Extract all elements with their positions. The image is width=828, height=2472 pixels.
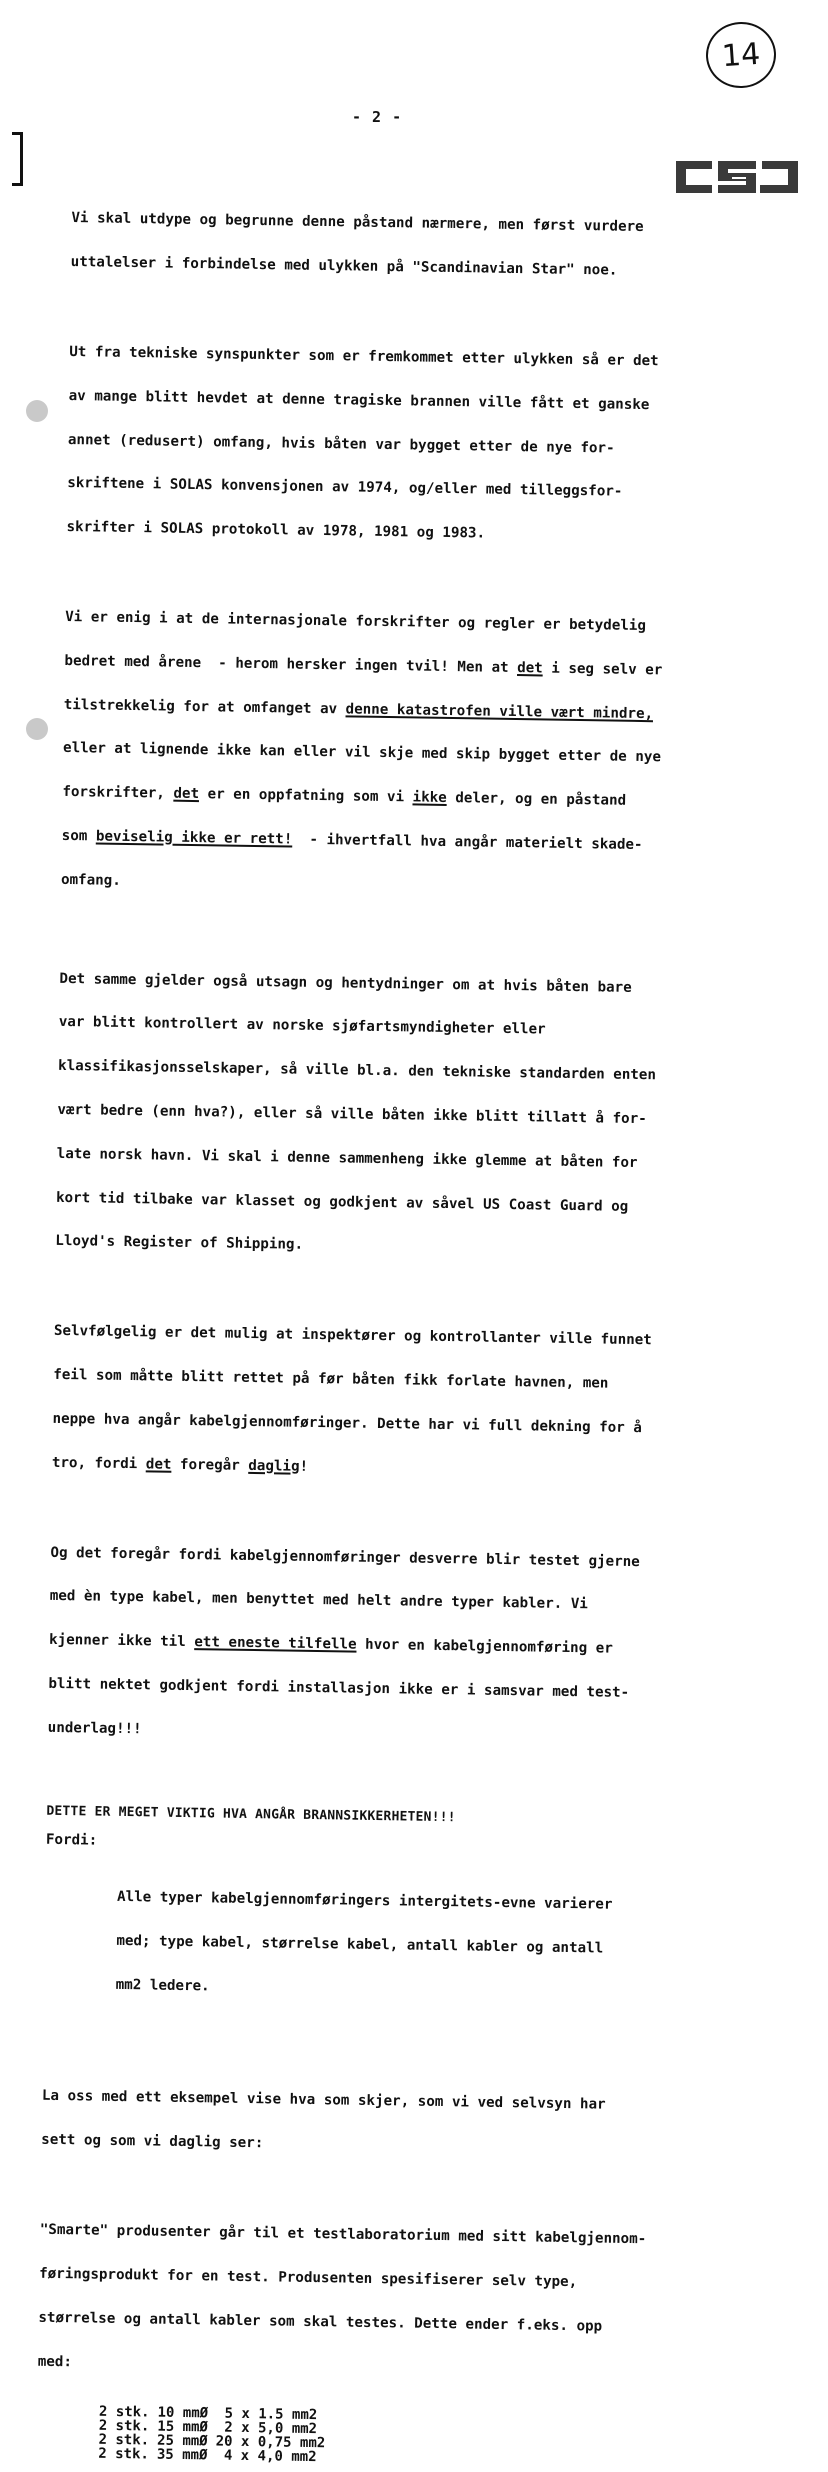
paragraph-cable-testing [47,1516,761,1775]
text-span: - ihvertfall hva angår materielt skade- [292,831,643,853]
fordi-explanation [115,1861,755,2032]
text-span: tilstrekkelig for at omfanget av [63,696,346,717]
spec-qty: 2 stk. [98,2432,150,2449]
spec-conductors: 4 x 4,0 mm2 [215,2447,317,2466]
text-line: late norsk havn. Vi skal i denne sammenheng ikke glemme at båten for [56,1145,638,1171]
text-line [64,654,774,680]
text-span: er en oppfatning som vi [198,786,413,806]
paragraph-example-intro [41,2060,753,2188]
spec-qty: 2 stk. [98,2404,150,2421]
text-line: Og det foregår fordi kabelgjennomføringer desverre blir testet gjerne [50,1544,640,1570]
text-line: underlag!!! [47,1719,142,1738]
text-line [62,829,772,855]
text-line: Vi er enig i at de internasjonale forskrifter og regler er betydelig [65,608,647,635]
section-heading: DETTE ER MEGET VIKTIG HVA ANGÅR BRANNSIKKERHETEN!!! [46,1803,456,1825]
text-line: mm2 ledere. [115,1976,210,1994]
spec-qty: 2 stk. [98,2418,150,2435]
paragraph-technical-views [66,316,780,575]
text-line: eller at lignende ikke kan eller vil skje med skip bygget etter de nye [62,740,662,766]
text-line: annet (redusert) omfang, hvis båten var bygget etter de nye for- [67,431,615,457]
paragraph-norwegian-authorities [55,942,770,1289]
text-line: blitt nektet godkjent fordi installasjon ikke er i samsvar med test- [48,1675,630,1701]
underlined-text: det [173,785,200,803]
text-span: som [61,827,97,845]
spec-diameter: 15 mmØ [157,2418,209,2436]
text-line: feil som måtte blitt rettet på før båten fikk forlate havnen, men [53,1366,609,1392]
text-line: Vi skal utdype og begrunne denne påstand nærmere, men først vurdere [71,210,644,236]
text-line [52,1456,762,1482]
fordi-label: Fordi: [45,1831,98,1849]
text-span: forskrifter, [62,784,174,802]
text-line: neppe hva angår kabelgjennomføringer. Dette har vi full dekning for å [52,1410,642,1437]
text-line: føringsprodukt for en test. Produsenten spesifiserer selv type, [39,2265,578,2291]
text-line: sett og som vi daglig ser: [41,2132,264,2152]
text-line: var blitt kontrollert av norske sjøfartsmyndigheter eller [58,1014,546,1039]
text-line: "Smarte" produsenter går til et testlaboratorium med sitt kabelgjennom- [39,2221,647,2248]
text-line: klassifikasjonsselskaper, så ville bl.a. den tekniske standarden enten [57,1058,657,1084]
text-line [62,785,772,811]
text-span: kjenner ikke til [48,1632,195,1651]
text-line: Selvfølgelig er det mulig at inspektører og kontrollanter ville funnet [53,1323,652,1349]
text-line: skriftene i SOLAS konvensjonen av 1974, og/eller med tilleggsfor- [67,475,623,500]
text-line: med: [37,2353,73,2370]
spec-conductors: 2 x 5,0 mm2 [215,2419,318,2438]
text-line: La oss med ett eksempel vise hva som skjer, som vi ved selvsyn har [41,2088,606,2114]
text-line [49,1633,759,1659]
spec-conductors: 20 x 0,75 mm2 [215,2433,326,2452]
underlined-text: ett eneste tilfelle [194,1634,357,1653]
text-line: skrifter i SOLAS protokoll av 1978, 1981 og 1983. [66,519,486,542]
spec-diameter: 25 mmØ [156,2432,208,2450]
cable-spec-table [98,2405,334,2465]
text-line: Alle typer kabelgjennomføringers intergitets-evne varierer [116,1888,613,1913]
text-line: størrelse og antall kabler som skal testes. Dette ender f.eks. opp [38,2309,603,2335]
underlined-text: det [517,659,543,677]
text-line [64,698,774,724]
underlined-text: denne katastrofen ville vært mindre, [345,700,654,722]
handwritten-page-marker [704,20,778,91]
text-line: av mange blitt hevdet at denne tragiske brannen ville fått et ganske [68,387,650,413]
underlined-text: daglig [248,1457,300,1475]
underlined-text: det [145,1456,172,1473]
text-line: uttalelser i forbindelse med ulykken på "Scandinavian Star" noe. [70,253,618,279]
text-span: deler, og en påstand [446,790,627,809]
text-line: omfang. [60,871,121,889]
letter-body [36,182,782,2471]
table-row [98,2447,333,2465]
punch-hole-top [26,400,48,422]
spec-qty: 2 stk. [98,2446,150,2463]
punch-hole-bottom [26,718,48,740]
text-span: i seg selv er [542,660,663,679]
text-line: med; type kabel, størrelse kabel, antall kabler og antall [116,1932,604,1957]
text-span: bedret med årene - herom hersker ingen tvil! Men at [64,652,518,676]
page-marker-text: 14 [720,36,762,74]
underlined-text: ikke [412,789,447,807]
text-line: Det samme gjelder også utsagn og hentydninger om at hvis båten bare [59,970,632,996]
paragraph-example-manufacturers [37,2194,750,2409]
paragraph-intro [70,182,782,310]
paragraph-regulations [60,581,775,928]
margin-bracket-mark [12,132,23,186]
text-line: Ut fra tekniske synspunkter som er fremkommet etter ulykken så er det [69,343,659,370]
underlined-text: beviselig ikke er rett! [95,828,293,848]
spec-diameter: 10 mmØ [157,2404,209,2422]
text-span: hvor en kabelgjennomføring er [356,1636,613,1657]
text-line: kort tid tilbake var klasset og godkjent av såvel US Coast Guard og [55,1189,629,1215]
text-line: vært bedre (enn hva?), eller så ville båten ikke blitt tillatt å for- [57,1101,647,1128]
text-span: foregår [171,1456,249,1474]
page-header: - 2 - [352,108,403,126]
spec-diameter: 35 mmØ [156,2446,208,2464]
text-span: ! [299,1458,309,1475]
spec-conductors: 5 x 1.5 mm2 [215,2405,318,2424]
paragraph-inspectors [51,1295,764,1510]
text-line: med èn type kabel, men benyttet med helt andre typer kabler. Vi [49,1588,588,1613]
text-span: tro, fordi [51,1454,146,1473]
text-line: Lloyd's Register of Shipping. [55,1233,304,1254]
